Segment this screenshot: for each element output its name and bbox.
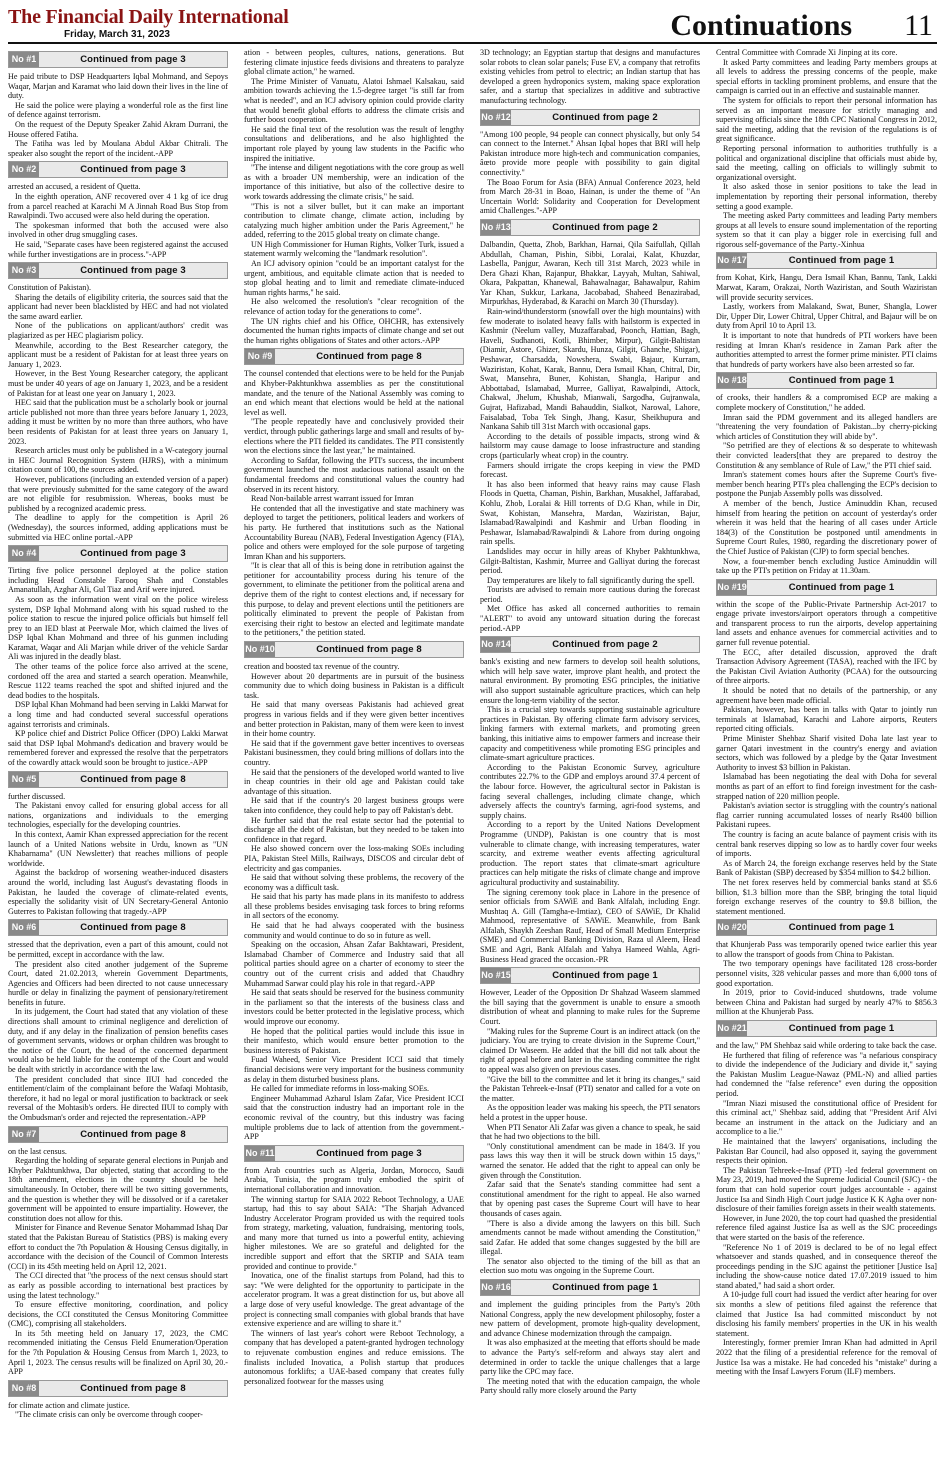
continuation-number: No #13 — [481, 220, 511, 235]
article-paragraph: In this context, Aamir Khan expressed appreciation for the recent launch of a United Nations website in Urdu, known as "UN Khabarnama" (UN Newsletter) that reaches millions of people worldwide. — [8, 829, 228, 868]
article-paragraph: The country is facing an acute balance of payment crisis with its central bank reserves dipping so low as to hardly cover four weeks of imports. — [716, 829, 937, 859]
article-paragraph: He furthered that filing of reference was "a nefarious conspiracy to divide the independence of the Judiciary and divide it," saying the Pakistan Muslim League-Nawaz (PML-N) and allied parties had condemned the "false reference" even during the opposition period. — [716, 1050, 937, 1098]
article-paragraph: The spokesman informed that both the accused were also involved in other drug smuggling cases. — [8, 220, 228, 240]
continuation-number: No #17 — [717, 253, 747, 268]
continuation-number: No #2 — [9, 162, 39, 177]
article-paragraph: As the opposition leader was making his speech, the PTI senators held a protest in the upper house. — [480, 1103, 700, 1122]
article-paragraph: However, in the Best Young Researcher category, the applicant must be under 40 years of age on January 1, 2023, and be a resident of Pakistan for at least one year on January 1, 2023. — [8, 369, 228, 398]
continuation-header — [244, 641, 464, 658]
continuation-number: No #18 — [717, 373, 747, 388]
article-paragraph: This is a crucial step towards supporting sustainable agriculture practices in Pakistan. By offering climate farm advisory services, linking farmers with external markets, and promoting green banking, this initiative aims to empower farmers and increase their capacity and competitiveness while promoting ESG principles and climate-smart agriculture practices. — [480, 705, 700, 763]
article-paragraph: Dalbandin, Quetta, Zhob, Barkhan, Harnai, Qila Saifullah, Qillah Abdullah, Chaman, Pishin, Sibbi, Loralai, Kalat, Khuzdar, Lasbella, Panjgur, Awaran, Kech till 31st March, 2023 while in Dera Ghazi Khan, Rajanpur, Bhakkar, Layyah, Multan, Sahiwal, Okara, Pakpattan, Khanewal, Bahawalnagar, Bahawalpur, Rahim Yar Khan, Sukkur, Larkana, Jacobabad, Shaheed Benazirabad, Mirpurkhas, Hyderabad, & Karachi on March 30 (Thursday). — [480, 239, 700, 307]
article-paragraph: It should be noted that no details of the partnership, or any agreement have been made official. — [716, 686, 937, 705]
masthead — [8, 4, 937, 44]
article-paragraph: Imran said the PDM government and its alleged handlers are "threatening the very foundation of Pakistan...by cherry-picking which articles of Constitution they will abide by". — [716, 412, 937, 441]
article-paragraph: It is important to note that hundreds of PTI workers have been residing at Imran Khan's residence in Zaman Park after the authorities attempted to arrest the former prime minister. PTI claims that hundreds of party workers have also been arrested so far. — [716, 331, 937, 369]
continuation-header — [8, 771, 228, 788]
article-paragraph: He contended that all the investigative and state machinery was deployed to target the petitioners, political leaders and workers of his party. He furthered that institutions such as the National Accountability Bureau (NAB), Federal Investigation Agency (FIA), police and others were employed for the sole purpose of targeting Imran Khan and his supporters. — [244, 503, 464, 561]
newspaper-page — [8, 4, 937, 1459]
article-paragraph: "This is not a silver bullet, but it can make an important contribution to climate change, climate action, including by catalyzing much higher ambition under the Paris Agreement," he added, referring to the 2015 global treaty on climate change. — [244, 201, 464, 240]
article-paragraph: In its 5th meeting held on January 17, 2023, the CMC recommended initiating the Census Field Enumeration/Operation for the 7th Population & Housing Census from March 1, 2023, to April 1, 2023. The census results will be finalized on April 30, 20.-APP — [8, 1328, 228, 1377]
article-paragraph: The ECC, after detailed discussion, approved the draft Transaction Advisory Agreement (TASA), reached with the IFC by the Pakistan Civil Aviation Authority (PCAA) for the outsourcing of three airports. — [716, 647, 937, 686]
continuation-title: Continued from page 3 — [80, 54, 186, 65]
article — [480, 636, 700, 964]
continuation-number: No #20 — [717, 920, 747, 935]
article-paragraph: on the last census. — [8, 1146, 67, 1156]
continuation-title: Continued from page 1 — [552, 1282, 658, 1294]
page-number: 11 — [904, 9, 933, 42]
continuation-header — [8, 1126, 228, 1143]
continuation-number: No #8 — [9, 1381, 39, 1396]
continuation-title: Continued from page 8 — [80, 773, 186, 785]
article-paragraph: Lastly, workers from Malakand, Swat, Buner, Shangla, Lower Dir, Upper Dir, Lower Chitral, Upper Chitral, and Bajaur will be on duty from April 10 to April 13. — [716, 302, 937, 331]
article-paragraph: KP police chief and District Police Officer (DPO) Lakki Marwat said that DSP Iqbal Mohmand's dedication and bravery would be remembered forever and expressed the resolve that the perpetrators of the cowardly attack would soon be brought to justice.-APP — [8, 729, 228, 767]
article-paragraph: He further said that the real estate sector had the potential to discharge all the debt of Pakistan, but they needed to be taken into confidence in that regard. — [244, 815, 464, 844]
article-paragraph: The Boao Forum for Asia (BFA) Annual Conference 2023, held from March 28-31 in Boao, Hainan, is under the theme of "An Uncertain World: Solidarity and Cooperation for Development amid Challenges."-APP — [480, 177, 700, 216]
article-paragraph: that Khunjerab Pass was temporarily opened twice earlier this year to allow the transport of goods from China to Pakistan. — [716, 940, 937, 959]
continuation-header — [8, 262, 228, 279]
article-paragraph: However about 20 departments are in pursuit of the business community due to which doing business in Pakistan is a difficult task. — [244, 671, 464, 700]
continuation-number: No #15 — [481, 968, 511, 983]
article-paragraph: Central Committee with Comrade Xi Jinping at its core. — [716, 48, 898, 57]
article-paragraph: It asked Party committees and leading Party members groups at all levels to address the pressing concerns of the people, make special efforts in tackling prominent problems, and ensure that the campaign is carried out in an effective and sustainable manner. — [716, 57, 937, 96]
article-paragraph: The net forex reserves held by commercial banks stand at $5.6 billion, $1.3 billion more than the SBP, bringing the total liquid foreign exchange reserves of the country to $9.8 billion, the statement mentioned. — [716, 877, 937, 916]
continuation-number: No #19 — [717, 580, 747, 595]
article-paragraph: A member of the bench, Justice Aminuddin Khan, recused himself from hearing the petition on account of yesterday's order wherein it was held that the hearing of all cases under Article 184(3) of the Constitution be postponed until amendments in Supreme Court Rules, 1980, regarding the discretionary power of the Chief Justice of Pakistan (CJP) to form special benches. — [716, 498, 937, 556]
continuation-header — [480, 636, 700, 653]
article — [244, 348, 464, 638]
continuation-header — [716, 1020, 937, 1037]
article-paragraph: As soon as the information went viral on the police wireless system, DSP Iqbal Mohmand along with his squad rushed to the police station to rescue the injured police officials but himself fell prey to an IED blast at Peerwale Mor, which claimed the lives of DSP Iqbal Khan Mohmand and three of his gunmen including Karamat, Waqar and Ali Marjan while driver of the vehicle Sardar Ali was injured in the deadly blast. — [8, 594, 228, 662]
continuation-header — [480, 109, 700, 126]
article — [716, 48, 937, 249]
article-paragraph: Fuad Waheed, Senior Vice President ICCI said that timely financial decisions were very important for the business community as delay in them disturbed business plans. — [244, 1055, 464, 1084]
article-paragraph: According to the details of possible impacts, strong wind & hailstorm may cause damage to loose infrastructure and standing crops (particularly wheat crop) in the country. — [480, 431, 700, 460]
article-paragraph: "The people repeatedly have and conclusively provided their verdict, through public gatherings large and small and results of by-elections where the PTI fielded its candidates. The PTI consistently won the elections since the last year," he maintained. — [244, 417, 464, 456]
article-paragraph: Sharing the details of eligibility criteria, the sources said that the applicant had never been blacklisted by HEC and had not violated the same award earlier. — [8, 292, 228, 321]
article-paragraph: "Making rules for the Supreme Court is an indirect attack (on the judiciary. You are trying to create division in the Supreme Court," claimed Dr Waseem. He added that the bill did not talk about the right of appeal before and later in the standing committee the right to appeal was also given on previous cases. — [480, 1026, 700, 1074]
article-paragraph: Minister for Finance and Revenue Senator Mohammad Ishaq Dar stated that the Pakistan Bureau of Statistics (PBS) is making every effort to conduct the 7th Population & Housing Census digitally, in accordance with the decision of the Council of Common Interests (CCI) in its 45th meeting held on April 12, 2021. — [8, 1223, 228, 1271]
continuation-title: Continued from page 1 — [788, 581, 895, 593]
article-paragraph: from Kohat, Kirk, Hangu, Dera Ismail Khan, Bannu, Tank, Lakki Marwat, Karam, Orakzai, North Waziristan, and South Waziristan will provide security services. — [716, 273, 937, 302]
continuation-header — [8, 545, 228, 562]
article-paragraph: To ensure effective monitoring, coordination, and policy decisions, the CCI constituted the Census Monitoring Committee (CMC), comprising all stakeholders. — [8, 1300, 228, 1329]
article — [8, 51, 228, 158]
article — [8, 1126, 228, 1377]
continuation-number: No #16 — [481, 1280, 511, 1295]
article-paragraph: Read Non-bailable arrest warrant issued for Imran — [251, 494, 414, 504]
article-paragraph: Tirting five police personnel deployed at the police station including Head Constable Farooq Shah and Constables Amanatullah, Azghar Ali, Gul Tiaz and Arif were injured. — [8, 566, 228, 595]
article-paragraph: Landslides may occur in hilly areas of Khyber Pakhtunkhwa, Gilgit-Baltistan, Kashmir, Murree and Galliyat during the forecast period. — [480, 546, 700, 576]
article-paragraph: Now, a four-member bench excluding Justice Aminuddin will take up the PTI's petition on Friday at 11.30am. — [716, 556, 937, 576]
article — [8, 262, 228, 542]
article-paragraph: The other teams of the police force also arrived at the scene, cordoned off the area and started a search operation. Meanwhile, Rescue 1122 teams reached the spot and shifted injured and the dead bodies to the hospitals. — [8, 662, 228, 700]
article-paragraph: The two temporary openings have facilitated 128 cross-border personnel visits, 328 vehicular passes and more than 6,000 tons of good exportation. — [716, 959, 937, 988]
article-paragraph: "Among 100 people, 94 people can connect physically, but only 54 can connect to the Internet." Ahsan Iqbal hopes that BRI will help Pakistan introduce more high-tech and communication companies, âœto provide more people with possibility to gain digital connectivity." — [480, 129, 700, 177]
continuation-header — [716, 252, 937, 269]
article-paragraph: He said that if the government gave better incentives to overseas Pakistani businessmen, they could bring millions of dollars into the country. — [244, 738, 464, 767]
article-paragraph: In 2019, prior to Covid-induced shutdowns, trade volume between China and Pakistan had surged by nearly 47% to $856.3 million at the Khunjerab Pass. — [716, 988, 937, 1017]
article-paragraph: The Prime Minister of Vanuatu, Alatoi Ishmael Kalsakau, said ambition towards achieving the 1.5-degree target "is still far from what is needed", and an ICJ advisory opinion could provide clarity that would benefit global efforts to address the climate crisis and further boost cooperation. — [244, 76, 464, 125]
article-paragraph: creation and boosted tax revenue of the country. — [244, 662, 400, 672]
continuation-number: No #4 — [9, 546, 39, 561]
article-paragraph: None of the publications on applicant/authors' credit was plagiarized as per HEC plagiarism policy. — [8, 321, 228, 341]
article-paragraph: In its judgement, the Court had stated that any violation of these directions shall amount to criminal negligence and dereliction of duty, and if any delay in the finalization of pension benefits cases of government servants, widows or orphan children was brought to the notice of the Court, the head of the concerned department would also be held liable for the contempt of the Court and would be dealt with strictly in accordance with the law. — [8, 1007, 228, 1075]
continuation-number: No #12 — [481, 110, 511, 125]
article-paragraph: from Arab countries such as Algeria, Jordan, Morocco, Saudi Arabia, Tunisia, the program truly embodied the spirit of international collaboration and innovation. — [244, 1165, 464, 1194]
article-paragraph: However, publications (including an extended version of a paper) that were previously submitted for the same category of the award are not eligible for resubmission. Whereas, books must be published by a recognized academic press. — [8, 474, 228, 513]
article — [480, 48, 700, 106]
continuation-header — [480, 219, 700, 236]
article-paragraph: The president also cited another judgement of the Supreme Court, dated 21.02.2013, wherein Government Departments, Agencies and Officers had been directed to not cause unnecessary hurdle or delay in finalizing the payment of pensionary/retirement benefits in future. — [8, 959, 228, 1007]
continuation-title: Continued from page 8 — [80, 922, 186, 934]
article-paragraph: He called for immediate reforms in loss-making SOEs. — [251, 1084, 430, 1094]
continuation-title: Continued from page 1 — [788, 255, 895, 267]
article-paragraph: 3D technology; an Egyptian startup that designs and manufactures solar robots to clean solar panels; Fuse EV, a company that retrofits existing vehicles from petrol to electric; an Indian startup that has developed a green hydroponics system, making space exploration safer, and a startup that specializes in additive and subtractive manufacturing technology. — [480, 48, 700, 105]
article-paragraph: Speaking on the occasion, Ahsan Zafar Bakhtawari, President, Islamabad Chamber of Commerce and Industry said that all political parties should agree on a charter of economy to steer the country out of the current crisis and added that Chaudhry Muhammad Sarwar could play his role in that regard.-APP — [244, 940, 464, 988]
article-paragraph: The CCI directed that "the process of the next census should start as early as possible according to international best practices by using the latest technology." — [8, 1271, 228, 1300]
masthead-left — [8, 6, 289, 42]
article — [716, 252, 937, 369]
article-paragraph: "Imran Niazi misused the constitutional office of President for this criminal act," Shehbaz said, adding that "President Arif Alvi became an instrument in the attack on the Judiciary and an accomplice to a lie." — [716, 1098, 937, 1137]
article-paragraph: Zafar said that the Senate's standing committee had sent a constitutional amendment for the right to appeal. He also warned that by opening past cases the Supreme Court will have to hear thousands of cases again. — [480, 1180, 700, 1218]
article-paragraph: Engineer Muhammad Azharul Islam Zafar, Vice President ICCI said that the construction industry had an important role in the economic revival of the country, but this industry was facing multiple problems due to lack of attention from the government.-APP — [244, 1093, 464, 1142]
continuation-number: No #11 — [245, 1146, 275, 1161]
article-paragraph: He said that many overseas Pakistanis had achieved great progress in various fields and if they were given better incentives and better protection in Pakistan, many of them were keen to invest in their home country. — [244, 700, 464, 739]
article-paragraph: However, in June 2020, the top court had quashed the presidential reference filed against Justice Isa as well as the SJC proceedings that were started on the basis of the reference. — [716, 1213, 937, 1242]
article-paragraph: Imran's statement comes hours after the Supreme Court's five-member bench hearing PTI's plea challenging the ECP's decision to postpone the Punjab Assembly polls was dissolved. — [716, 470, 937, 499]
article-paragraph: and the law," PM Shehbaz said while ordering to take back the case. — [716, 1041, 937, 1051]
continuation-title: Continued from page 3 — [316, 1147, 422, 1159]
article — [480, 1279, 700, 1396]
masthead-right — [670, 10, 937, 42]
article-paragraph: A 10-judge full court had issued the verdict after hearing for over six months a slew of petitions filed against the reference that claimed that Justice Isa had committed misconduct by not disclosing his family members' properties in the UK in his wealth statement. — [716, 1290, 937, 1338]
article-paragraph: The meeting asked Party committees and leading Party members groups at all levels to ensure sound implementation of the reporting system so that it can play a bigger role in exercising full and rigorous self-governance of the Party.-Xinhua — [716, 211, 937, 249]
article-paragraph: Regarding the holding of separate general elections in Punjab and Khyber Pakhtunkhwa, Dar objected, stating that according to the 18th amendment, elections in the country should be held simultaneously. In October, there will be two sitting governments, and the question is whether they will be dissolved or if a caretaker government will be appointed to ensure impartiality. However, the constitution does not allow for this. — [8, 1156, 228, 1223]
article-paragraph: arrested an accused, a resident of Quetta. — [8, 182, 141, 192]
article-paragraph: Interestingly, former premier Imran Khan had admitted in April 2022 that the filing of a presidential reference for the removal of Justice Isa was a mistake. He had conceded his "mistake" during a meeting with the Insaf Lawyers Forum (ILF) members. — [716, 1338, 937, 1377]
article-paragraph: Rain-wind/thunderstorm (snowfall over the high mountains) with few moderate to isolated heavy falls with hailstorm is expected in Kashmir (Neelum valley, Muzaffarabad, Poonch, Hattian, Bagh, Haveli, Sudhanoti, Kotli, Bhimber, Mirpur), Gilgit-Baltistan (Diamir, Astore, Ghizer, Skardu, Hunza, Gilgit, Ghanche, Shigar), Peshawar, Charsadda, Nowshera, Swabi, Bajaur, Kurram, Waziristan, Kohat, Karak, Bannu, Dera Ismail Khan, Chitral, Dir, Swat, Mansehra, Buner, Kohistan, Shangla, Haripur and Abbottabad, Islamabad, Murree, Galliyat, Rawalpindi, Attock, Chakwal, Jhelum, Khushab, Mianwali, Sargodha, Gujranwala, Gujrat, Hafizabad, Mandi Bahauddin, Sialkot, Narowal, Lahore, Faisalabad, Toba Tek Singh, Jhang, Kasur, Sheikhupura and Nankana Sahib till 31st March with occasional gaps. — [480, 307, 700, 432]
article-paragraph: The Pakistan Tehreek-e-Insaf (PTI) -led federal government on May 23, 2019, had moved the Supreme Judicial Council (SJC) - the forum that can hold superior court judges accountable - against Justice Isa and Sindh High Court judge Justice K K Agha over non-disclosure of their families foreign assets in their wealth statements. — [716, 1165, 937, 1214]
article — [716, 1020, 937, 1377]
continuation-title: Continued from page 8 — [316, 644, 422, 656]
article-paragraph: According to Safdar, following the PTI's success, the incumbent government launched the most audacious national assault on the fundamental freedoms and constitutional values the country had observed in its recent history. — [244, 455, 464, 494]
continuation-number: No #10 — [245, 642, 275, 657]
article-paragraph: According to a report by the United Nations Development Programme (UNDP), Pakistan is one country that is most vulnerable to climate change, with increasing temperatures, water scarcity, and extreme weather events affecting agricultural production. The report states that climate-smart agriculture practices can help mitigate the risks of climate change and improve agricultural productivity and sustainability. — [480, 820, 700, 887]
article-paragraph: He said that without solving these problems, the recovery of the economy was a difficult task. — [244, 873, 464, 892]
continuation-header — [8, 51, 228, 68]
continuation-header — [244, 1145, 464, 1162]
continuation-title: Continued from page 3 — [80, 164, 186, 176]
article-paragraph: The winners of last year's cohort were Reboot Technology, a company that has developed a patent-granted hydrogen technology to rejuvenate combustion engines and reduce emissions. The finalists included Inovatica, a Polish startup that produces autonomous forklifts; a UAE-based company that creates fully personalized footwear for the masses using — [244, 1328, 464, 1386]
article-paragraph: It also asked those in senior positions to take the lead in implementation by reporting their personal information, thereby setting a good example. — [716, 182, 937, 211]
column-1 — [8, 48, 228, 1456]
article-paragraph: He said that his party has made plans in its manifesto to address all these problems besides envisaging task forces to bring reforms in all sectors of the economy. — [244, 892, 464, 921]
columns — [8, 48, 937, 1456]
continuation-title: Continued from page 8 — [80, 1382, 186, 1394]
continuation-number: No #14 — [481, 637, 511, 652]
article-paragraph: ation - between peoples, cultures, nations, generations. But festering climate injustice feeds divisions and threatens to paralyze global climate action," he warned. — [244, 48, 464, 77]
continuation-header — [244, 348, 464, 365]
continuation-number: No #7 — [9, 1127, 39, 1142]
article-paragraph: He also welcomed the resolution's "clear recognition of the relevance of action today for the generations to come". — [244, 297, 464, 317]
article-paragraph: He said that seats should be reserved for the business community in the parliament so that the interests of the business class and investors could be better protected in the legislative process, which would improve our economy. — [244, 988, 464, 1026]
continuation-title: Continued from page 1 — [788, 375, 895, 387]
article-paragraph: An ICJ advisory opinion "could be an important catalyst for the urgent, ambitious, and equitable climate action that is needed to stop global heating and to limit and remediate climate-induced human rights harms," he said. — [244, 259, 464, 297]
article-paragraph: "It is clear that all of this is being done in retribution against the petitioner for accountability process during his tenure of the government, to eliminate the petitioner from the political arena and deprive them of the right to contest elections and, if necessary for this purpose, to delay and prevent elections until the petitioners are politically eliminated to prevent the people of Pakistan from exercising their right to bestow an elected and legitimate mandate to the petitioners," the petition stated. — [244, 561, 464, 638]
continuation-number: No #9 — [245, 349, 275, 364]
continuation-number: No #3 — [9, 263, 39, 278]
article — [8, 161, 228, 259]
article-paragraph: He said that if the country's 20 largest business groups were taken into confidence, they could help to pay off Pakistan's debt. — [244, 796, 464, 815]
article-paragraph: Research articles must only be published in a W-category journal in HEC Journal Recognition System (HJRS), with a minimum citation count of 100, the sources added. — [8, 446, 228, 475]
article-paragraph: "Only constitutional amendment can be made in 184/3. If you pass laws this way then it will be struck down within 15 days," warned the senator. He added that the right to appeal can only be given through the Constitution. — [480, 1141, 700, 1180]
article-paragraph: The counsel contended that elections were to be held for the Punjab and Khyber-Pakhtunkhwa assemblies as per the constitutional mandate, and the tenure of the National Assembly was coming to an end which meant that elections would be held at the national level as well. — [244, 369, 464, 417]
article-paragraph: bank's existing and new farmers to develop soil health solutions, which will help save water, improve plant health, and protect the natural environment. By promoting ESG principles, the initiative will also support sustainable agriculture practices, which can help ensure the long-term viability of the sector. — [480, 657, 700, 705]
article-paragraph: Inovatica, one of the finalist startups from Poland, had this to say: "We were delighted for the opportunity to participate in the accelerator program. It was a great distinction for us, but above all a large dose of very useful knowledge. The great advantage of the project is connecting small companies with global brands that have extensive experience and are willing to share it." — [244, 1271, 464, 1329]
article-paragraph: UN High Commissioner for Human Rights, Volker Turk, issued a statement warmly welcoming the "landmark resolution". — [244, 239, 464, 259]
article — [244, 641, 464, 1142]
article-paragraph: He maintained that the lawyers' organisations, including the Pakistan Bar Council, had also opposed it, saying the government respects their opinion. — [716, 1136, 937, 1166]
continuation-number: No #6 — [9, 920, 39, 935]
continuation-header — [716, 919, 937, 936]
article-paragraph: The signing ceremony took place in Lahore in the presence of senior officials from SAWiE and Bank Alfalah, including Engr. Mushtaq A. Gill (Tamgha-e-Imtiaz), CEO of SAWiE, Dr Khalid Mahmood, representative of SAWiE. Meanwhile, from Bank Alfalah, Shaykh Zeeshan Rauf, Head of Small Medium Enterprise (SME) and Commercial Banking Division, Raza ul Aleem, Head SME and Agri, Bank Alfalah and Yahya Hameed Wahla, Agri-Business Head graced the occasion.-PR — [480, 887, 700, 964]
section-title: Continuations — [670, 9, 853, 42]
article — [244, 48, 464, 345]
article-paragraph: He said that he had always cooperated with the business community and would continue to do so in future as well. — [244, 921, 464, 940]
continuation-header — [8, 1380, 228, 1397]
article-paragraph: "So petrified are they of elections & so desperate to whitewash their convicted leaders[that they are prepared to destroy the Constitution & any semblance of Rule of Law," the PTI chief said. — [716, 441, 937, 470]
continuation-title: Continued from page 2 — [552, 111, 658, 123]
article — [716, 579, 937, 917]
continuation-number: No #1 — [9, 52, 39, 67]
continuation-header — [716, 579, 937, 596]
continuation-header — [716, 372, 937, 389]
article-paragraph: The UN rights chief and his Office, OHCHR, has extensively documented the human rights impacts of climate change and set out the human rights obligations of States and other actors.-APP — [244, 316, 464, 345]
article — [716, 919, 937, 1017]
article-paragraph: The president concluded that since IIUI had conceded the entitlement/claim of the complainant before the Wafaqi Mohtasib, therefore, it had no legal or moral justification to backtrack or seek reversal of the Mohtasib's orders. He directed IIUI to comply with the Ombudsman's order and rejected the representation.-APP — [8, 1074, 228, 1122]
column-2 — [244, 48, 464, 1456]
article-paragraph: It was also emphasized at the meeting that efforts should be made to advance the Party's self-reform and always stay alert and determined in order to tackle the unique challenges that a large party like the CPC may face. — [480, 1338, 700, 1377]
article-paragraph: "The climate crisis can only be overcome through cooper- — [15, 1410, 203, 1420]
article-paragraph: He said, "Separate cases have been registered against the accused while further investigations are in process."-APP — [8, 239, 228, 259]
article-paragraph: The deadline to apply for the competition is April 26 (Wednesday), the sources informed, adding applications must be submitted via HEC online portal.-APP — [8, 513, 228, 542]
column-4 — [716, 48, 937, 1456]
continuation-number: No #5 — [9, 772, 39, 787]
article-paragraph: The Fatiha was led by Moulana Abdul Akbar Chitrali. The speaker also sought the report of the incident.-APP — [8, 139, 228, 158]
continuation-title: Continued from page 1 — [788, 922, 895, 934]
article-paragraph: Pakistan's aviation sector is struggling with the country's national flag carrier running accumulated losses of nearly Rs400 billion Pakistani rupees. — [716, 801, 937, 830]
article-paragraph: Tourists are advised to remain more cautious during the forecast period. — [480, 585, 700, 604]
continuation-title: Continued from page 1 — [552, 970, 658, 982]
article-paragraph: Against the backdrop of worsening weather-induced disasters around the world, including last August's devastating floods in Pakistan, he lauded the coverage of climate-related events, especially the solidarity visit of UN Secretary-General Antonio Guterres to Pakistan following that tragedy.-APP — [8, 868, 228, 916]
article-paragraph: "There is also a divide among the lawyers on this bill. Such amendments cannot be made without amending the Constitution," said Zafar. He added that some changes suggested by the bill are illegal. — [480, 1218, 700, 1257]
article — [8, 919, 228, 1122]
continuation-title: Continued from page 8 — [80, 1128, 186, 1140]
column-3 — [480, 48, 700, 1456]
article-paragraph: further discussed. — [8, 791, 66, 801]
continuation-header — [8, 161, 228, 178]
article-paragraph: Pakistan, however, has been in talks with Qatar to jointly run terminals at Islamabad, Karachi and Lahore airports, Reuters reported citing officials. — [716, 705, 937, 734]
article-paragraph: Day temperatures are likely to fall significantly during the spell. — [487, 575, 695, 585]
article-paragraph: of crooks, their handlers & a compromised ECP are making a complete mockery of Constitution," he added. — [716, 393, 937, 412]
article — [244, 1145, 464, 1387]
article — [480, 967, 700, 1276]
continuation-header — [8, 919, 228, 936]
article-paragraph: However, Leader of the Opposition Dr Shahzad Waseem slammed the bill saying that the government is unable to ensure a smooth distribution of wheat and planning to make rules for the Supreme Court. — [480, 988, 700, 1027]
article-paragraph: He said that the pensioners of the developed world wanted to live in cheap countries in their old age and Pakistan could take advantage of this situation. — [244, 767, 464, 796]
article-paragraph: Constitution of Pakistan). — [8, 283, 91, 293]
continuation-title: Continued from page 2 — [552, 221, 658, 233]
continuation-header — [480, 1279, 700, 1296]
article-paragraph: Met Office has asked all concerned authorities to remain "ALERT" to avoid any untoward situation during the forecast period.-APP — [480, 604, 700, 633]
article-paragraph: stressed that the deprivation, even a part of this amount, could not be permitted, except in accordance with the law. — [8, 940, 228, 959]
article — [480, 109, 700, 216]
article-paragraph: As of March 24, the foreign exchange reserves held by the State Bank of Pakistan (SBP) decreased by $354 million to $4.2 billion. — [716, 858, 937, 878]
article-paragraph: The Pakistani envoy called for ensuring global access for all nations, organizations and individuals to the emerging technologies, especially for the developing countries. — [8, 801, 228, 830]
issue-date: Friday, March 31, 2023 — [64, 29, 170, 40]
article — [480, 219, 700, 633]
continuation-title: Continued from page 3 — [80, 265, 186, 277]
article-paragraph: He hoped that the political parties would include this issue in their manifesto, which would ensure better promotion to the business interests of Pakistan. — [244, 1026, 464, 1055]
article-paragraph: Reporting personal information to authorities truthfully is a political and organizational discipline that officials must abide by, said the meeting, calling on officials to willingly submit to organizational oversight. — [716, 143, 937, 182]
continuation-title: Continued from page 1 — [788, 1023, 895, 1035]
article-paragraph: Meanwhile, according to the Best Researcher category, the applicant must be a resident of Pakistan for at least three years on January 1, 2023. — [8, 340, 228, 369]
article-paragraph: HEC said that the publication must be a scholarly book or journal article published not more than three years before January 1, 2023, adding it must be written by no more than three authors, who have been residents of Pakistan for at least three years on January 1, 2023. — [8, 398, 228, 446]
article-paragraph: He said the police were playing a wonderful role as the first line of defence against terrorism. — [8, 100, 228, 120]
continuation-number: No #21 — [717, 1021, 747, 1036]
continuation-title: Continued from page 8 — [316, 351, 422, 363]
article-paragraph: He also showed concern over the loss-making SOEs including PIA, Pakistan Steel Mills, Railways, DISCOS and circular debt of electricity and gas companies. — [244, 844, 464, 873]
article-paragraph: When PTI Senator Ali Zafar was given a chance to speak, he said that he had two objections to the bill. — [480, 1122, 700, 1142]
article-paragraph: "Reference No 1 of 2019 is declared to be of no legal effect whatsoever and stands quashed, and in consequence thereof the proceedings pending in the SJC against the petitioner [Justice Isa] including the show-cause notice dated 17.07.2019 issued to him stand abated," had said a short order. — [716, 1242, 937, 1290]
article-paragraph: The meeting noted that with the education campaign, the whole Party should rally more closely around the Party — [480, 1376, 700, 1396]
paper-name: The Financial Daily International — [8, 6, 289, 28]
article-paragraph: He paid tribute to DSP Headquarters Iqbal Mohmand, and Sepoys Waqar, Marjan and Karamat who laid down their lives in the line of duty. — [8, 72, 228, 101]
article-paragraph: Prime Minister Shehbaz Sharif visited Doha late last year to garner Qatari investment in the country's energy and aviation sectors, which was followed by a pledge by the Qatar Investment Authority to invest $3 billion in Pakistan. — [716, 734, 937, 772]
continuation-header — [480, 967, 700, 984]
article-paragraph: In the eighth operation, ANF recovered over 4 1 kg of ice drug from a parcel reached at Karachi M A Jinnah Road Bus Stop from Rawalpindi. Two accused were also held during the operation. — [8, 191, 228, 221]
article — [8, 545, 228, 767]
article-paragraph: Farmers should irrigate the crops keeping in view the PMD forecast. — [480, 460, 700, 480]
article-paragraph: On the request of the Deputy Speaker Zahid Akram Durrani, the House offered Fatiha. — [8, 119, 228, 139]
article — [8, 1380, 228, 1420]
article — [8, 771, 228, 917]
article-paragraph: "Give the bill to the committee and let it bring its changes," said the Pakistan Tehreek-e-Insaf (PTI) senator and called for a vote on the matter. — [480, 1074, 700, 1103]
article-paragraph: for climate action and climate justice. — [8, 1400, 130, 1410]
article-paragraph: According to the Pakistan Economic Survey, agriculture contributes 22.7% to the GDP and employs around 37.4 percent of the labour force. However, the agricultural sector in Pakistan is facing several challenges, including climate change, which adversely affects the country's farming, agri-food systems, and supply chains. — [480, 762, 700, 820]
article-paragraph: "The intense and diligent negotiations with the core group as well as with a broader UN membership, were an indication of the importance of this initiative, but also of the collective desire to work towards addressing the climate crisis," he said. — [244, 163, 464, 201]
article-paragraph: The winning startup for SAIA 2022 Reboot Technology, a UAE startup, had this to say about SAIA: "The Sharjah Advanced Industry Accelerator Program provided us with the required tools from strategy, marketing, valuation, fundraising, mentoring tools, and many more that turned us into a powerful entity, achieving higher milestones. We are so grateful and delighted for the incredible support and effort that the SRTIP and SAIA team provided and continue to provide." — [244, 1194, 464, 1271]
article-paragraph: He said the final text of the resolution was the result of lengthy consultations and deliberations, and he also highlighted the important role played by young law students in the Pacific who inspired the initiative. — [244, 124, 464, 163]
continuation-title: Continued from page 3 — [80, 548, 186, 560]
article-paragraph: DSP Iqbal Khan Mohmand had been serving in Lakki Marwat for a long time and had conducted several successful operations against terrorists and criminals. — [8, 700, 228, 729]
article-paragraph: The senator also objected to the timing of the bill as that an election suo motu was ongoing in the Supreme Court. — [480, 1256, 700, 1276]
continuation-title: Continued from page 2 — [552, 639, 658, 651]
article-paragraph: Islamabad has been negotiating the deal with Doha for several months as part of an effort to find foreign investment for the cash-strapped nation of 220 million people. — [716, 772, 937, 801]
article-paragraph: within the scope of the Public-Private Partnership Act-2017 to engage private investors/airport operators through a competitive and transparent process to run the airports, develop appertaining land assets and enhance avenues for commercial activities and to garner full revenue potential. — [716, 599, 937, 648]
article-paragraph: It has also been informed that heavy rains may cause Flash Floods in Quetta, Chaman, Pishin, Barkhan, Musakhel, Jaffarabad, Kohlu, Zhob, Loralai & Hill torrents of D.G Khan, while in Dir, Swat, Kohistan, Mansehra, Mardan, Waziristan, Bajur, Islamabad/Rawalpindi and Kashmir and Urban flooding in Peshawar, Islamabad/Rawalpindi & Lahore from during ongoing rain spells. — [480, 479, 700, 547]
article-paragraph: and implement the guiding principles from the Party's 20th National Congress, apply the new development philosophy, foster a new pattern of development, promote high-quality development, and advance Chinese modernization through the campaign. — [480, 1300, 700, 1338]
article — [716, 372, 937, 575]
article-paragraph: The system for officials to report their personal information has served as an important measure for strictly managing and supervising officials since the 18th CPC National Congress in 2012, said the meeting, adding that the revision of the regulations is of great significance. — [716, 95, 937, 144]
